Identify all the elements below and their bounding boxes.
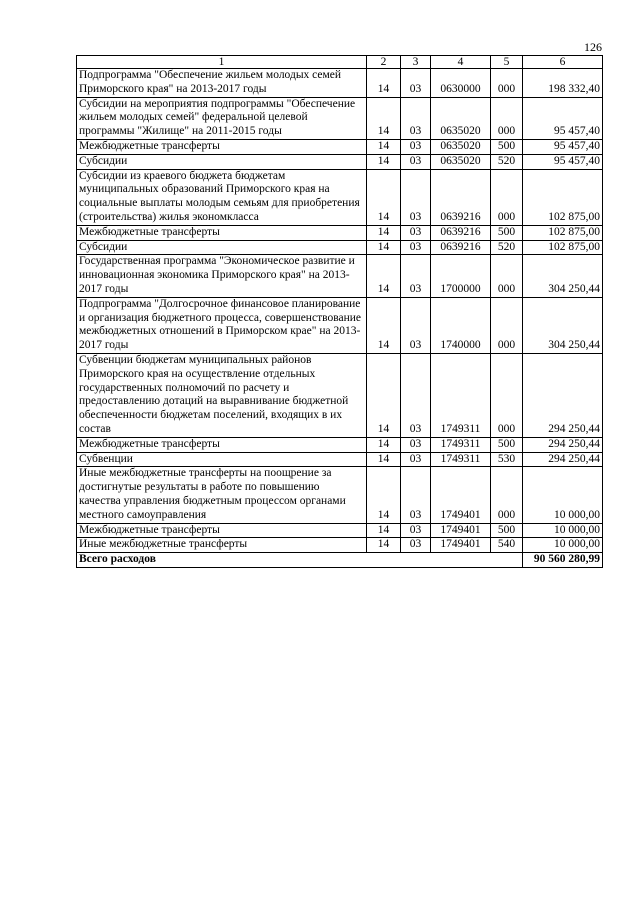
row-section-cell: 14 bbox=[367, 538, 401, 553]
row-sum-cell: 95 457,40 bbox=[523, 154, 603, 169]
table-row bbox=[77, 69, 603, 98]
row-target-code-cell: 1740000 bbox=[431, 297, 491, 353]
row-name-cell: Субвенции бюджетам муниципальных районов Приморского края на осуществление отдельных государственных полномочий по расчету и предоставлению дотаций на выравнивание бюджетной обеспеченности бюджетам поселений, входящих в их состав bbox=[77, 353, 367, 437]
table-row bbox=[77, 353, 603, 437]
row-subsection-cell: 03 bbox=[401, 97, 431, 139]
row-subsection-cell: 03 bbox=[401, 523, 431, 538]
row-target-code-cell: 0639216 bbox=[431, 225, 491, 240]
row-name-cell: Субвенции bbox=[77, 452, 367, 467]
table-row bbox=[77, 297, 603, 353]
row-subsection-cell: 03 bbox=[401, 169, 431, 225]
row-expense-type-cell: 500 bbox=[491, 225, 523, 240]
row-sum-cell: 10 000,00 bbox=[523, 523, 603, 538]
table-row bbox=[77, 225, 603, 240]
row-expense-type-cell: 520 bbox=[491, 154, 523, 169]
row-target-code-cell: 0639216 bbox=[431, 169, 491, 225]
row-name-cell: Субсидии bbox=[77, 240, 367, 255]
row-name-cell: Государственная программа "Экономическое развитие и инновационная экономика Приморского края" на 2013-2017 годы bbox=[77, 255, 367, 297]
row-expense-type-cell: 000 bbox=[491, 69, 523, 98]
row-expense-type-cell: 500 bbox=[491, 139, 523, 154]
column-header: 5 bbox=[491, 56, 523, 69]
row-section-cell: 14 bbox=[367, 353, 401, 437]
row-section-cell: 14 bbox=[367, 225, 401, 240]
total-row bbox=[77, 553, 603, 568]
row-expense-type-cell: 000 bbox=[491, 467, 523, 523]
row-name-cell: Подпрограмма "Обеспечение жильем молодых семей Приморского края" на 2013-2017 годы bbox=[77, 69, 367, 98]
row-section-cell: 14 bbox=[367, 169, 401, 225]
row-target-code-cell: 0635020 bbox=[431, 154, 491, 169]
column-header: 6 bbox=[523, 56, 603, 69]
row-target-code-cell: 1749401 bbox=[431, 467, 491, 523]
row-sum-cell: 198 332,40 bbox=[523, 69, 603, 98]
row-subsection-cell: 03 bbox=[401, 437, 431, 452]
row-name-cell: Субсидии на мероприятия подпрограммы "Обеспечение жильем молодых семей" федеральной целевой программы "Жилище" на 2011-2015 годы bbox=[77, 97, 367, 139]
row-sum-cell: 304 250,44 bbox=[523, 297, 603, 353]
table-row bbox=[77, 467, 603, 523]
row-section-cell: 14 bbox=[367, 467, 401, 523]
table-header-row bbox=[77, 56, 603, 69]
row-section-cell: 14 bbox=[367, 139, 401, 154]
row-sum-cell: 95 457,40 bbox=[523, 97, 603, 139]
row-section-cell: 14 bbox=[367, 437, 401, 452]
row-target-code-cell: 0630000 bbox=[431, 69, 491, 98]
row-name-cell: Субсидии bbox=[77, 154, 367, 169]
row-target-code-cell: 1700000 bbox=[431, 255, 491, 297]
row-expense-type-cell: 000 bbox=[491, 169, 523, 225]
row-expense-type-cell: 000 bbox=[491, 297, 523, 353]
row-expense-type-cell: 500 bbox=[491, 437, 523, 452]
row-section-cell: 14 bbox=[367, 452, 401, 467]
row-target-code-cell: 1749401 bbox=[431, 538, 491, 553]
row-name-cell: Межбюджетные трансферты bbox=[77, 139, 367, 154]
row-target-code-cell: 0635020 bbox=[431, 139, 491, 154]
row-section-cell: 14 bbox=[367, 97, 401, 139]
row-target-code-cell: 1749311 bbox=[431, 437, 491, 452]
row-target-code-cell: 0635020 bbox=[431, 97, 491, 139]
row-sum-cell: 10 000,00 bbox=[523, 467, 603, 523]
expenditure-table bbox=[76, 55, 603, 568]
row-section-cell: 14 bbox=[367, 69, 401, 98]
row-subsection-cell: 03 bbox=[401, 467, 431, 523]
row-sum-cell: 10 000,00 bbox=[523, 538, 603, 553]
row-name-cell: Иные межбюджетные трансферты на поощрение за достигнутые результаты в работе по повышению качества управления бюджетным процессом органами местного самоуправления bbox=[77, 467, 367, 523]
table-row bbox=[77, 255, 603, 297]
row-expense-type-cell: 000 bbox=[491, 97, 523, 139]
row-subsection-cell: 03 bbox=[401, 452, 431, 467]
row-name-cell: Субсидии из краевого бюджета бюджетам муниципальных образований Приморского края на социальные выплаты молодым семьям для приобретения (строительства) жилья экономкласса bbox=[77, 169, 367, 225]
page-number: 126 bbox=[584, 40, 602, 54]
column-header: 3 bbox=[401, 56, 431, 69]
total-label: Всего расходов bbox=[77, 553, 523, 568]
table-row bbox=[77, 437, 603, 452]
row-sum-cell: 294 250,44 bbox=[523, 437, 603, 452]
row-name-cell: Межбюджетные трансферты bbox=[77, 225, 367, 240]
row-section-cell: 14 bbox=[367, 297, 401, 353]
row-section-cell: 14 bbox=[367, 154, 401, 169]
row-sum-cell: 102 875,00 bbox=[523, 225, 603, 240]
row-sum-cell: 304 250,44 bbox=[523, 255, 603, 297]
row-expense-type-cell: 000 bbox=[491, 353, 523, 437]
row-expense-type-cell: 520 bbox=[491, 240, 523, 255]
row-name-cell: Межбюджетные трансферты bbox=[77, 437, 367, 452]
row-subsection-cell: 03 bbox=[401, 255, 431, 297]
row-target-code-cell: 1749311 bbox=[431, 452, 491, 467]
row-subsection-cell: 03 bbox=[401, 225, 431, 240]
row-section-cell: 14 bbox=[367, 523, 401, 538]
row-sum-cell: 294 250,44 bbox=[523, 353, 603, 437]
table-row bbox=[77, 97, 603, 139]
row-expense-type-cell: 000 bbox=[491, 255, 523, 297]
row-name-cell: Подпрограмма "Долгосрочное финансовое планирование и организация бюджетного процесса, совершенствование межбюджетных отношений в Приморском крае" на 2013-2017 годы bbox=[77, 297, 367, 353]
row-sum-cell: 95 457,40 bbox=[523, 139, 603, 154]
total-sum: 90 560 280,99 bbox=[523, 553, 603, 568]
row-sum-cell: 294 250,44 bbox=[523, 452, 603, 467]
row-target-code-cell: 1749311 bbox=[431, 353, 491, 437]
table-row bbox=[77, 452, 603, 467]
row-subsection-cell: 03 bbox=[401, 297, 431, 353]
column-header: 2 bbox=[367, 56, 401, 69]
row-name-cell: Иные межбюджетные трансферты bbox=[77, 538, 367, 553]
row-sum-cell: 102 875,00 bbox=[523, 169, 603, 225]
row-section-cell: 14 bbox=[367, 255, 401, 297]
column-header: 4 bbox=[431, 56, 491, 69]
row-sum-cell: 102 875,00 bbox=[523, 240, 603, 255]
row-subsection-cell: 03 bbox=[401, 139, 431, 154]
row-target-code-cell: 0639216 bbox=[431, 240, 491, 255]
row-subsection-cell: 03 bbox=[401, 154, 431, 169]
table-row bbox=[77, 139, 603, 154]
row-subsection-cell: 03 bbox=[401, 353, 431, 437]
table-row bbox=[77, 169, 603, 225]
row-subsection-cell: 03 bbox=[401, 69, 431, 98]
row-expense-type-cell: 530 bbox=[491, 452, 523, 467]
row-expense-type-cell: 500 bbox=[491, 523, 523, 538]
row-subsection-cell: 03 bbox=[401, 240, 431, 255]
table-row bbox=[77, 538, 603, 553]
table-row bbox=[77, 240, 603, 255]
row-target-code-cell: 1749401 bbox=[431, 523, 491, 538]
column-header: 1 bbox=[77, 56, 367, 69]
table-row bbox=[77, 154, 603, 169]
row-section-cell: 14 bbox=[367, 240, 401, 255]
row-subsection-cell: 03 bbox=[401, 538, 431, 553]
row-expense-type-cell: 540 bbox=[491, 538, 523, 553]
table-row bbox=[77, 523, 603, 538]
row-name-cell: Межбюджетные трансферты bbox=[77, 523, 367, 538]
